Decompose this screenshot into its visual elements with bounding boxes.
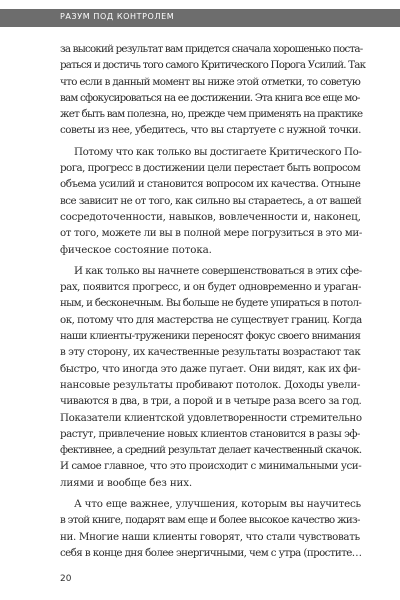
text-line: наши клиенты-труженики переносят фокус своего внимания (60, 330, 361, 343)
text-line: за высокий результат вам придется сначала хорошенько поста- (60, 43, 363, 55)
paragraph (60, 41, 366, 139)
text-line: рога, прогресс в достижении цели перестает быть вопросом (60, 162, 361, 175)
text-line: в этой книге, подарят вам еще и более высокое качество жиз- (60, 514, 360, 527)
paragraph (60, 144, 362, 258)
text-line: жет быть вам полезна, но, прежде чем применять на практике (60, 108, 363, 121)
text-line: рах, появится прогресс, и он будет одновременно и ураган- (60, 281, 362, 294)
text-line: сосредоточенности, навыков, вовлеченности и, наконец, (60, 210, 361, 223)
text-line: ным, и бесконечным. Вы больше не будете упираться в потол- (60, 297, 362, 310)
text-line: советы из нее, убедитесь, что вы стартуете с нужной точки. (60, 124, 361, 137)
text-line: объема усилий и становится вопросом их качества. Отныне (60, 178, 361, 191)
text-line: лиями и вообще без них. (60, 476, 193, 489)
text-line: что если в данный момент вы ниже этой отметки, то советую (60, 75, 361, 88)
text-line: фективнее, а средний результат делает качественный скачок. (60, 444, 362, 457)
text-line: от того, можете ли вы в полной мере погрузиться в это ми- (60, 227, 362, 240)
text-line: себя в конце дня более энергичными, чем с утра (простите… (60, 546, 362, 559)
text-line: раться и достичь того самого Критического Порога Усилий. Так (60, 59, 366, 72)
text-line: Потому что как только вы достигаете Критического По- (74, 145, 362, 158)
text-line: И как только вы начнете совершенствоваться в этих сфе- (74, 264, 362, 277)
running-head-bar (0, 9, 400, 27)
running-head-title: РАЗУМ ПОД КОНТРОЛЕМ (60, 12, 175, 21)
text-line: в эту сторону, их качественные результаты возрастают так (60, 346, 361, 359)
paragraph (60, 263, 362, 491)
text-line: И самое главное, что это происходит с минимальными уси- (60, 460, 362, 473)
text-line: быстро, что иногда это даже пугает. Они видят, как их фи- (60, 362, 361, 375)
text-line: все зависит не от того, как сильно вы стараетесь, а от вашей (60, 194, 362, 207)
text-line: А что еще важнее, улучшения, которым вы научитесь (74, 498, 361, 511)
text-line: ни. Многие наши клиенты говорят, что стали чувствовать (60, 530, 360, 543)
page-number: 20 (60, 574, 72, 584)
text-line: растут, привлечение новых клиентов становится в разы эф- (60, 427, 360, 440)
text-line: ок, потому что для мастерства не существует границ. Когда (60, 313, 362, 326)
text-line: нансовые результаты пробивают потолок. Доходы увели- (60, 378, 361, 391)
text-line: фическое состояние потока. (60, 243, 212, 256)
body-text (60, 41, 366, 566)
paragraph (60, 496, 362, 561)
text-line: чиваются в два, в три, а порой и в четыре раза всего за год. (60, 395, 362, 408)
text-line: Показатели клиентской удовлетворенности стремительно (60, 411, 362, 424)
text-line: вам сфокусироваться на ее достижении. Эта книга все еще мо- (60, 91, 360, 104)
